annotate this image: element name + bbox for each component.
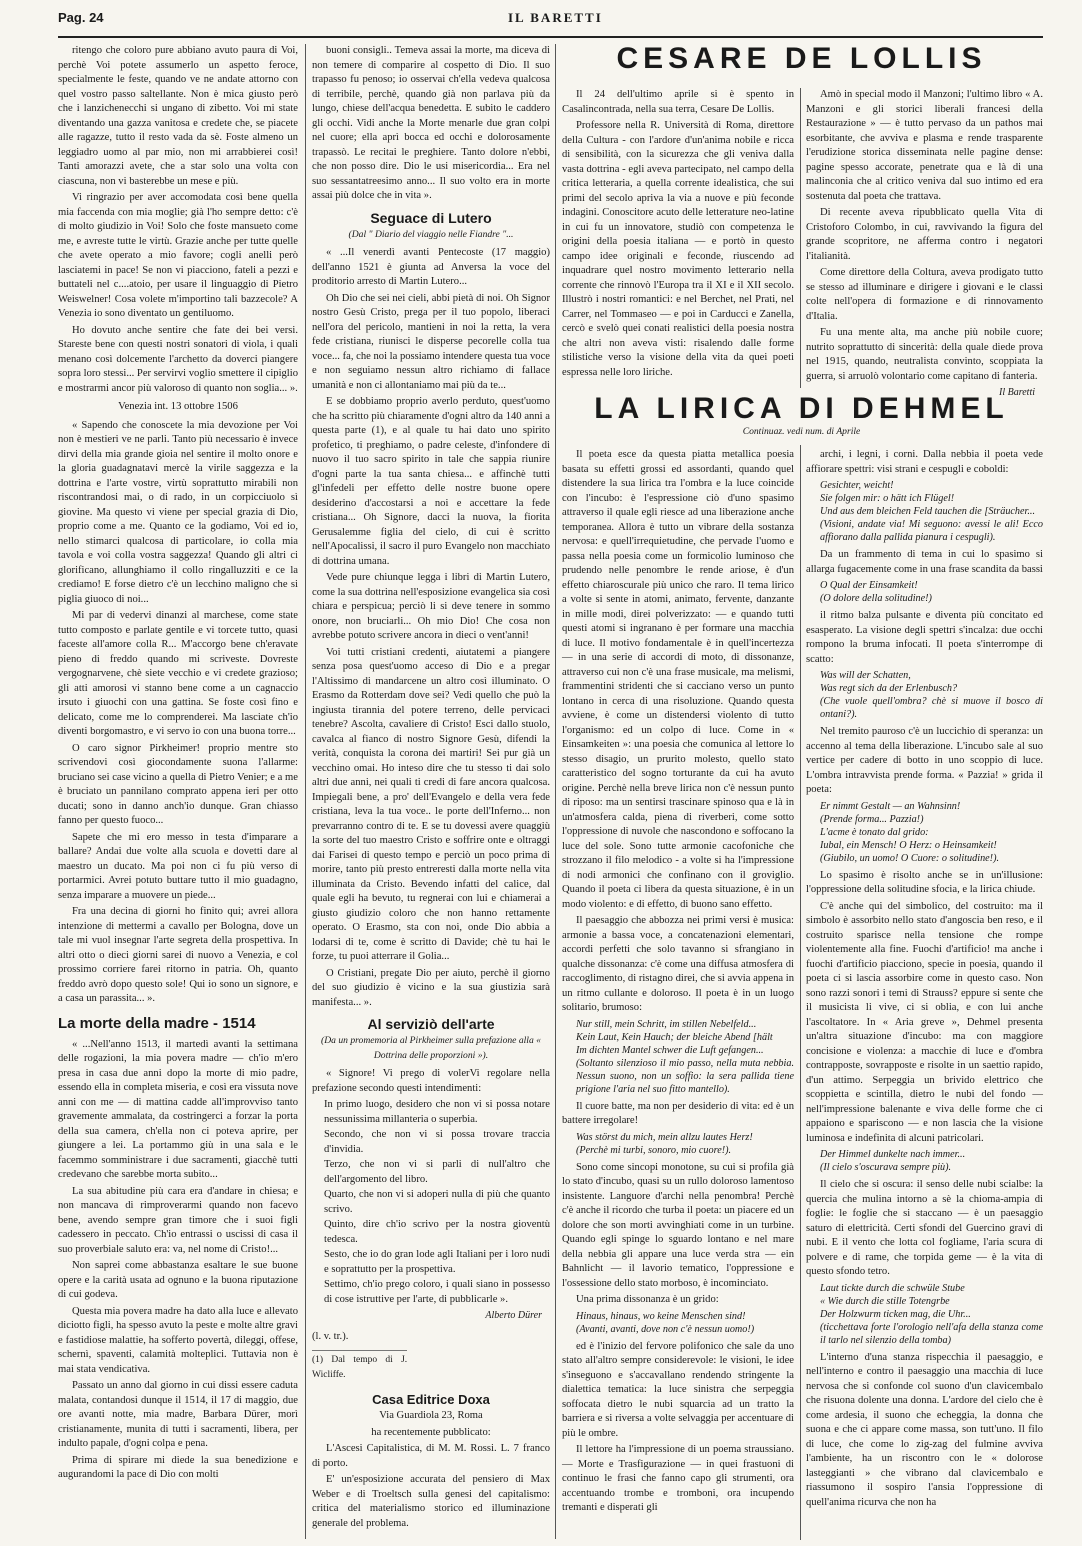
paragraph: archi, i legni, i corni. Dalla nebbia il poeta vede affiorare spettri: visi strani e cespugli e coboldi: [806,449,1043,475]
paragraph: Il 24 dell'ultimo aprile si è spento in Casalincontrada, nella sua terra, Cesare De Lollis. [562,89,794,115]
verse-quote [820,479,1043,544]
verse-quote [820,1282,1043,1347]
paragraph: Mi par di vedervi dinanzi al marchese, come state tutto composto e parlate gentile e vi torcete tutto, quasi faceste all'amore colla R... M'accorgo bene ch'eravate pieno di freddo quando mi scriveste. Dovreste vergognarvene, chè siete vecchio e vi credete grazioso; gli atti amorosi vi stanno bene come a un cagnaccio irsuto i giuochi con una gattina. Se foste così fino e delicato, come me lo comprenderei. Ma lasciate ch'io diventi borgomastro, e vi servo io con una buona torre... [58,610,298,737]
paragraph: Questa mia povera madre ha dato alla luce e allevato diciotto figli, ha spesso avuto la peste e molte altre gravi e fastidiose malattie, ha sofferto povertà, dileggi, offese, schernì, spaventi, calamità molteplici. Tuttavia non è mai stata vendicativa. [58,1305,298,1375]
verse-line: L'acme è tonato dal grido: [820,826,929,838]
list-item: Quinto, dire ch'io scrivo per la nostra gioventù tedesca. [324,1219,550,1245]
column-divider [800,88,801,388]
paragraph: Il cielo che si oscura: il senso delle nubi scialbe: la quercia che mulina intorno a sè la chioma-ampia di foglie: le foglie che si staccano — è un paesaggio saturo di elettricità. Certi sfondi del Guercino gravi di nubi. E il vento che lotta col fogliame, l'aria scura di polvere e di rame, che torpida geme — è la vita di questo sfondo tetro. [806,1179,1043,1277]
verse-line: (Il cielo s'oscurava sempre più). [820,1162,952,1173]
verse-quote [576,1310,794,1336]
madre-body [58,1038,298,1483]
dehmel-right [806,448,1043,1538]
verse-line: Hinaus, hinaus, wo keine Menschen sind! [576,1310,746,1322]
paragraph: L'interno d'una stanza rispecchia il paesaggio, e nell'interno e contro il paesaggio una macchia di luce nervosa che si confonde col suono d'un clavicembalo che risuona dolente una donna. L'ardore del cielo che è come ardesia, il suono che echeggia, la donna che suona e che ci appare come massa, son tutt'uno. Il filo di luce, che come lo zig-zag del fulmine avviva l'ambiente, ha un riscontro con le « dolorose lasteggianti » che vibrano dal clavicembalo e riassumono il sospiro l'ansia l'oppressione di quell'anima ricurva che non ha [806,1351,1043,1508]
column-1 [58,44,298,1539]
arte-intro: « Signore! Vi prego di volerVi regolare nella prefazione secondo questi intendimenti: [312,1068,550,1094]
paragraph: Lo spasimo è risolto anche se in un'illusione: l'oppressione della solitudine sfocia, e la lirica chiude. [806,869,1043,895]
verse-line: (Che vuole quell'ombra? chè si muove il bosco di ontani?). [820,696,1043,720]
paragraph: Il paesaggio che abbozza nei primi versi è musica: armonie a bassa voce, a concatenazioni elementari, accordi perfetti che solo tavanno si sfrangiano in qualche dissonanza: c'è come una diffusa atmosfera di raccoglimento, di ristagno direi, che si avvia appena in un ritmo cullante e doloroso. Il poeta è in un luogo solitario, brumoso: [562,915,794,1013]
verse-line: (Prende forma... Pazzia!) [820,813,924,825]
verse-line: Laut tickte durch die schwüle Stube [820,1282,965,1294]
paragraph: Fra una decina di giorni ho finito qui; avrei allora intenzione di mettermi a cavallo per Bologna, dove un tale mi vuol insegnar l'arte segreta della prospettiva. In altri otto o dieci giorni sarei di nuovo a Venezia, e col prossimo corriere farei ritorno in patria. Oh, quanto freddo avrò dopo questo sole! Qui io sono un signore, e a casa un parassita... ». [58,906,298,1004]
verse-quote [820,579,1043,605]
paragraph: E se dobbiamo proprio averlo perduto, quest'uomo che ha scritto più chiaramente d'ogni altro da 140 anni a questa parte (1), e al quale tu hai dato uno spirito profetico, ti preghiamo, o padre celeste, d'infondere di nuovo il tuo sacro spirito in tale che sappia riunire d'ogni parte la tua santa chiesa... e affinchè tutti gl'infedeli per effetto delle nostre buone opere desiderino d'accostarsi a noi e accettare la fede cristiana... Oh Signore, dacci la nuova, la fiorita Gerusalemme figlia del cielo, di cui è scritto nell'Apocalissi, il sacro il puro Evangelo non macchiato di dottrina umana. [312,396,550,567]
paragraph: ed è l'inizio del fervore polifonico che sale da uno stato all'altro sempre considerevole: le visioni, le idee s'inseguono e s'accavallano rendendo stringente la dialettica tematica: la luce sinistra che serpeggia soffocata dietro le nubi squarcia ad un tratto la barriera e si riversa a volte selvaggia per accentuare di più le ombre. [562,1340,794,1439]
paragraph: Prima di spirare mi diede la sua benedizione e augurandomi la pace di Dio con molti [58,1454,298,1480]
paragraph: Oh Dio che sei nei cieli, abbi pietà di noi. Oh Signor nostro Gesù Cristo, prega per il tuo popolo, liberaci nell'ora del pericolo, mantieni in noi la retta, la vera fede cristiana, riunisci le disperse pecorelle colla tua voce... fa, che noi la possiamo intendere questa tua voce e non seguiamo nessun altro richiamo di fallace umanità e non ci allontaniamo mai più da te... [312,292,550,391]
paragraph: La sua abitudine più cara era d'andare in chiesa; e non mancava di rimproverarmi quando non facevo bene, avendo sempre gran timore che i suoi figli cadessero in peccato. Ch'io entrassi o uscissi di casa il suo proverbiale saluto era: va, nel nome di Cristo!... [58,1185,298,1255]
lollis-signature: Il Baretti [998,387,1035,398]
verse-quote [576,1018,794,1096]
publisher-book: L'Ascesi Capitalistica, di M. M. Rossi. L. 7 franco di porto. [312,1443,550,1469]
verse-line: (ticchettava forte l'orologio nell'afa della stanza come il tarlo nel silenzio della tomba) [820,1321,1043,1346]
column-2 [312,44,550,1539]
verse-line: Was störst du mich, mein allzu lautes Herz! [576,1131,753,1143]
column-divider [305,44,306,1539]
verse-line: « Wie durch die stille Totengrbe [820,1295,950,1307]
list-item: Terzo, che non vi si parli di null'altro che dell'argomento del libro. [324,1159,550,1185]
paragraph: Professore nella R. Università di Roma, direttore della Cultura - con l'ardore d'un'anima nobile e ricca di sensibilità, con la sicurezza che gli veniva dalla vasta dottrina - egli aveva partecipato, nel campo della critica letteraria, a quella corrente idealistica, che sui primi del secolo apriva la via a nuove e più feconde indagini. Conoscitore acuto delle letterature neo-latine in cui fu un innovatore, studiò con competenza le origini della poesia italiana — e portò in questo campo idee originali e feconde, riuscendo ad inquadrare quel nostro movimento letterario nella corrente che rinnovò l'Europa tra il XI e il XII secolo. Illustrò i nostri romantici: e nel Berchet, nel Prati, nel Carrer, nel Tommaseo — e poi in Carducci e Zanella, cercò e svelò quei conati realistici della poesia nostra che altri non aveva visti: risalendo dalle forme stilistiche verso la visione della vita da quei poeti espressa nelle loro liriche. [562,120,794,378]
letter-date: Venezia int. 13 ottobre 1506 [118,401,238,412]
dehmel-left [562,448,794,1538]
publisher-name: Casa Editrice Doxa [372,1392,490,1407]
verse-line: (Soltanto silenzioso il mio passo, nella muta nebbia. Nessun suono, non un soffio: la sera pallida tiene prigione l'aria nel suo fitto mantello). [576,1057,794,1095]
lollis-left [562,88,794,388]
paragraph: Una prima dissonanza è un grido: [576,1294,719,1305]
list-item: In primo luogo, desidero che non vi si possa notare nessunissima millanteria o superbia. [324,1099,550,1125]
paragraph: « Sapendo che conoscete la mia devozione per Voi non è mestieri ve ne parli. Tanto più necessario è invece dirvi della mia grande gioia nel sentire il molto onore e la gloria guadagnatavi mercè la virile saggezza e la dottrina e l'arte vostre, virtù soprattutto mirabili non riscontrandosi mai, o di rado, in un corpicciuolo sì giovine. Ma questo vi viene per special grazia di Dio, proprio come a me. Quanto ce la godiamo, Voi ed io, nello stimarci qualcosa di particolare, io colla mia tavola e voi colla vostra saggezza! Quando gli altri ci glorificano, allunghiamo il collo ringalluzziti e ce la crediamo! E forse dietro c'è un lecchino maligno che si piglia giuoco di noi... [58,419,298,605]
paragraph: Passato un anno dal giorno in cui dissi essere caduta malata, contandosi dunque il 1514, il 17 di maggio, due ore avanti notte, mia madre, Barbara Dürer, morì cristianamente, munita di tutti i sacramenti, libera, per indulto papale, d'ogni colpa e pena. [58,1380,298,1449]
paragraph: il ritmo balza pulsante e diventa più concitato ed esasperato. La visione degli spettri s'incalza: due occhi rompono la bruma infocati. Il poeta s'interrompe di scatto: [806,610,1043,665]
translator-note: (l. v. tr.). [312,1330,349,1342]
verse-line: Nur still, mein Schritt, im stillen Nebelfeld... [576,1018,757,1030]
paragraph: Nel tremito pauroso c'è un luccichio di speranza: un accenno al tema della liberazione. L'incubo sale al suo vertice per cadere di botto in uno scoppio di luce. L'ombra intravvista prende forma. « Pazzia! » grida il poeta: [806,726,1043,795]
column-divider [555,44,556,1539]
verse-line: Der Himmel dunkelte nach immer... [820,1149,966,1160]
paragraph: Sapete che mi ero messo in testa d'imparare a ballare? Andai due volte alla scuola e dovetti dare al maestro un ducato. Ma poi non ci fu più verso di portarmici. Avrei potuto buttare tutto il mio guadagno, senza imparare a muovere un piede... [58,831,298,901]
list-item: Quarto, che non vi si adoperi nulla di più che quanto scrivo. [324,1189,550,1215]
column-divider [800,445,801,1540]
arte-list [312,1098,550,1307]
list-item: Sesto, che io do gran lode agli Italiani per i loro nudi e soprattutto per la prospettiva. [324,1249,550,1275]
lutero-body [312,246,550,1010]
paragraph: C'è anche qui del simbolico, del costruito: ma il simbolo è assorbito nello stato d'angoscia ben reso, e il costruito sparisce nella tensione che rompe violentemente alla fine. Fuochi d'artificio! ma anche i fuochi d'artificio piacciono, specie in poesia, quando il poeta ci si lascia assorbire come in questo caso. Non sono razzi sonori i temi di Strauss? eppure si sente che il musicista li vive, ci si oblia, e con lui anche l'ascoltatore. In « Aria greve », Dehmel presenta un'altra situazione d'incubo: ma con maggiore concisione e violenza: a macchie di luce e d'ombra contrapposte, sovrapposte e risolte in un saettio rapido, d'un attimo. Serpeggia un brivido elettrico che scoppietta e scintilla, dietro le nubi del fondo — nell'impressione balenante e viva delle forme che ci appaiono e spariscono — e non lascia che la visione luminosa e indefinita di alcuni patricolari. [806,900,1043,1144]
section-title-arte: Al serviziò dell'arte [367,1016,495,1032]
verse-line: (Perchè mi turbi, sonoro, mio cuore!). [576,1144,732,1156]
verse-line: Er nimmt Gestalt — an Wahnsinn! [820,800,961,812]
verse-line: Was will der Schatten, [820,670,911,681]
paragraph: Amò in special modo il Manzoni; l'ultimo libro « A. Manzoni e gli storici liberali francesi della Restaurazione » — è tutto pervaso da un pathos mai esorbitante, che avviva e plasma e rende trasparente l'erudizione storica disseminata nelle pagine dense: pagine spesso accorate, penetrate qua e là di una malinconia che al critico veniva dal suo intimo ed era sostenuta dal poeta che trattava. [806,89,1043,202]
paragraph: O Cristiani, pregate Dio per aiuto, perchè il giorno del suo giudizio è vicino e la sua giustizia sarà manifesta... ». [312,967,550,1008]
verse-line: Und aus dem bleichen Feld tauchen die [Sträucher... [820,506,1036,517]
paragraph: Ho dovuto anche sentire che fate dei bei versi. Stareste bene con questi nostri sonatori di viola, i quali menano così dolcemente l'archetto da doverci piangere sopra loro stessi... Per servirvi voglio smettere il cipiglio e mostrarmi ancor più valoroso di quanto non soglia... ». [58,324,298,394]
publisher-line: ha recentemente pubblicato: [371,1426,491,1438]
footnote: (1) Dal tempo di J. Wicliffe. [312,1350,407,1382]
section-subtitle-lutero: (Dal " Diario del viaggio nelle Fiandre "... [348,228,514,240]
verse-quote [820,1148,1043,1174]
verse-line: (O dolore della solitudine!) [820,593,932,604]
verse-line: Iubal, ein Mensch! O Herz: o Heinsamkeit! [820,839,997,851]
paragraph: « ...Il venerdì avanti Pentecoste (17 maggio) dell'anno 1521 è giunta ad Anversa la voce del proditorio arresto di Martin Lutero... [312,247,550,287]
paragraph: Da un frammento di tema in cui lo spasimo si allarga fugacemente come in una frase scandita da bassi [806,549,1043,575]
page-header [58,6,1038,32]
verse-line: O Qual der Einsamkeit! [820,580,918,591]
paragraph: Vede pure chiunque legga i libri di Martin Lutero, come la sua dottrina nell'esposizione evangelica sia così chiara e perspicua; perciò li si deve tenere in sommo onore, non bruciarli... Oh mio Dio! Che cosa non avrebbe potuto scrivere ancora in dieci o vent'anni! [312,572,550,641]
letter-body [58,419,298,1007]
list-item: Settimo, ch'io prego coloro, i quali siano in possesso di cose istruttive per l'arte, di pubblicarle ». [324,1279,550,1305]
lollis-title: CESARE DE LOLLIS [616,42,987,75]
running-title: IL BARETTI [508,10,603,25]
publisher-address: Via Guardiola 23, Roma [379,1410,483,1421]
paragraph: buoni consigli.. Temeva assai la morte, ma diceva di non temere di comparire al cospetto di Dio. Il suo trapasso fu penoso; io osservai ch'ella vedeva qualcosa di terribile, perchè, quando già non parlava più da lungo, chiese dell'acqua benedetta. E subito le caddero gli occhi. Vidi anche la Morte menarle due gran colpi nel cuore; ella aprì bocca ed occhi e dolorosamente trapassò. Le recitai le preghiere. Tanto dolore n'ebbi, che non posso dire. Dio le usi misericordia... Era nel suo sessantatreesimo anno... Il suo volto era in morte assai più dolce che in vita ». [312,45,550,201]
paragraph: Non saprei come abbastanza esaltare le sue buone opere e la carità usata ad ognuno e la buona riputazione di cui godeva. [58,1260,298,1300]
section-subtitle-arte: (Da un promemoria al Pirkheimer sulla prefazione alla « Dottrina delle proporzioni »). [321,1035,541,1061]
header-rule [58,36,1043,38]
paragraph: Come direttore della Coltura, aveva prodigato tutto se stesso ad illuminare e dirigere i giovani e le classi colte nell'opera di formazione e di rinnovamento d'Italia. [806,267,1043,322]
verse-line: Sie folgen mir: o hätt ich Flügel! [820,493,955,504]
verse-line: Der Holzwurm ticken mag, die Uhr... [820,1308,971,1320]
section-title-madre: La morte della madre - 1514 [58,1014,256,1032]
paragraph: Fu una mente alta, ma anche più nobile cuore; nutrito soprattutto di sincerità: della quale diede prova nel 1915, quando, neutralista convinto, scoppiata la guerra, si arruolò volontario come capitano di fanteria. [806,327,1043,382]
list-item: Secondo, che non vi si possa trovare traccia d'invidia. [324,1129,550,1155]
dehmel-subtitle: Continuaz. vedi num. di Aprile [742,426,861,437]
paragraph: Il cuore batte, ma non per desiderio di vita: ed è un battere irregolare! [562,1100,794,1126]
verse-line: (Visioni, andate via! Mi seguono: avessi le ali! Ecco affiorano dalla pallida pianura i cespugli). [820,519,1043,543]
verse-line: Gesichter, weicht! [820,480,894,491]
verse-line: (Avanti, avanti, dove non c'è nessun uomo!) [576,1323,755,1335]
paragraph: Voi tutti cristiani credenti, aiutatemi a piangere senza posa quest'uomo acceso di Dio e a pregar l'Altissimo di mandarcene un altro così illuminato. O Erasmo da Rotterdam dove sei? Vedi quello che può la ingiusta tirannia del potere terreno, delle pervicaci tenebre? Ascolta, cavaliere di Cristo! Esci dallo stuolo, cavalca al fianco di nostro Signore Gesù, difendi la verità, conquista la corona dei martiri! Sei pur già un vecchino omai. Ho inteso dire che tu stesso ti dai solo altri due anni, nei quali ti credi di fare ancora qualcosa. Impiegali bene, a pro' dell'Evangelo e della vera fede cristiana, leva la tua voce.. le porte dell'Inferno... non prevarranno contro di te. E se tu dovessi avere quaggiù la sorte del tuo maestro Cristo e soffrire onte e oltraggi dai Farisei di questo tempo e perciò un poco prima di morire, tanto più presto entreresti dalla morte nella vita illuminata da Cristo. Bevendo infatti del calice, dal quale egli ha bevuto, tu regnerai con lui e chiamerai a giusto giudizio coloro che non hanno rettamente operato. O Erasmo, sta con noi, onde Dio abbia a lodarsi di te, come è scritto di Davide; chè tu hai le forze, tu puoi atterrare il Golia... [312,646,550,962]
letter-continuation [58,44,298,396]
verse-quote [820,800,1043,865]
madre-continuation [312,44,550,204]
paragraph: Sono come sincopi monotone, su cui si profila già lo stato d'incubo, quasi su un rullo doloroso lamentoso insistente. Languore d'archi nella penombra! Perchè c'è anche il ricordo che turba il poeta: un piacere ed un dolore che son morti avvinghiati come in un turbine. Quando egli spinge lo sguardo lontano e nel mare della nebbia gli appare una luce verda stra — ein Bahnlicht — il lavorio tematico, l'oppressione e l'ossessione dello stato morboso, è incominciato. [562,1161,794,1289]
lollis-right [806,88,1043,398]
verse-quote [820,669,1043,721]
page-number: Pag. 24 [58,10,104,25]
paragraph: Vi ringrazio per aver accomodata così bene quella mia faccenda con mia moglie; già l'ho sempre detto: c'è di molto giudizio in Voi! Solo che foste mansueto come me, e avreste tutte le virtù. Grazie anche per tutte quelle che avete operato a mio favore; cogli anelli però lasciatemi in pace! Se non vi piacciono, fateli a pezzi e buttateli nel c....atoio, per usare il linguaggio di Pietro Weiswelner! Cosa volete m'importino tali bazzecole? A Venezia io sono diventato un gentiluomo. [58,192,298,319]
paragraph: « ...Nell'anno 1513, il martedì avanti la settimana delle rogazioni, la mia povera madre — ch'io m'ero presa in casa due anni dopo la morte di mio padre, essendo ella in completa miseria, e così era vissuta nove anni con me — di mattina cadde all'improvviso tanto gravemente ammalata, da costringerci a forzar la porta della sua camera, ch'ella non ci poteva aprire, per giungere a lei. La portammo giù in una sala e le facemmo somministrare i due sacramenti, giacchè tutti credevano che sarebbe morta subito... [58,1038,298,1180]
paragraph: O caro signor Pirkheimer! proprio mentre sto scrivendovi così giocondamente suona l'allarme: bruciano sei case vicino a quella di Pietro Venier; e a me è bruciato un pannilano comprato appena ieri per otto ducati; sono in danno anch'io dunque. Gran chiasso fanno per questo fuoco... [58,742,298,826]
verse-quote [576,1131,794,1157]
signature: Alberto Dürer [485,1310,542,1321]
publisher-desc: E' un'esposizione accurata del pensiero di Max Weber e di Troeltsch sulla genesi del capitalismo: critica del materialismo storico ed illuminazione generale del problema. [312,1474,550,1529]
paragraph: ritengo che coloro pure abbiano avuto paura di Voi, perchè Voi potete assumerlo un aspetto feroce, specialmente le feste, quando ve ne andate attorno con quel vostro passo saltellante. Non è mica giusto però che i lanzichenecchi si ungano di zibetto. Voi mi state diventando una gazza vanitosa e credete che, se piacete alle ragazze, tutto il resto vada da sè. Foste almeno un leggiadro uomo al par mio, non mi arrabbierei così! Tanti amorazzi avete, che a star solo una volta con ciascuna, non vi basterebbe un mese e più. [58,45,298,187]
paragraph: Di recente aveva ripubblicato quella Vita di Cristoforo Colombo, in cui, ravvivando la figura del grande scopritore, ne afferma contro i negatori l'italianità. [806,207,1043,262]
paragraph: Il poeta esce da questa piatta metallica poesia basata su effetti grossi ed assordanti, quando quel distendere la sua lirica tra l'ombra e la luce coincide con l'incubo: è l'espressione ciò d'uno spasimo attraverso il quale egli riesce ad una liberazione anche temporanea. Allora è tutto un vibrare della sostanza nervosa: e quell'irrequietudine, che pervade l'uomo e passa nella poesia come un formicolio luminoso che prudendo nelle penombre le rende ariose, è d'un effetto chiaroscurale più unico che raro. Il tema lirico a volte si sente in atomi, animato, fervente, danzante in mille modi, direi polverizzato: — e quando tutti questi atomi si ingranano è per formare una macchia di luce. Il motivo fondamentale è in quell'incertezza — in una serie di accordi di moto, di dissonanze, attraverso cui non c'è una frase musicale, ma melismi, frammentini stridenti che si cacciano verso un punto lontano in cerca di una risoluzione. Quando questa avviene, è come un distendersi violento di tutto l'organismo: ed un colpo di luce. Come in « Einsamkeiten »: una poesia che comunica al lettore lo stesso disagio, un prurito molesto, quello stato caratteristico del sogno torturante da cui ha avuto origine. Perchè nella breve lirica non c'è nessun punto di riposo: ma un sentirsi trascinare spinoso qua e là in un'atmosfera calda, piena di riverberi, come sotto l'oppressione di nuvole che nascondono e soffocano la luce del sole. Sono tutte armonie cacofoniche che strozzano il filo melodico - a volte si ha l'impressione di nodi armonici che confinano con il groviglio. Quando il poeta ci libera da questa situazione, è in un modo violento: e di effetto, di buono sano effetto. [562,449,794,910]
verse-line: Kein Laut, Kein Hauch; der bleiche Abend [hält [576,1031,773,1043]
verse-line: Was regt sich da der Erlenbusch? [820,683,958,694]
verse-line: (Giubilo, un uomo! O Cuore: o solitudine!). [820,852,1000,864]
section-title-lutero: Seguace di Lutero [370,209,492,226]
paragraph: Il lettore ha l'impressione di un poema straussiano. — Morte e Trasfigurazione — in quei frastuoni di continuo le frasi che fanno capo gli strumenti, ora accentuando trombe e tromboni, ora incupendo tremanti e disperati gli [562,1444,794,1513]
verse-line: Im dichten Mantel schwer die Luft gefangen... [576,1044,764,1056]
dehmel-title: LA LIRICA DI DEHMEL [594,392,1009,425]
